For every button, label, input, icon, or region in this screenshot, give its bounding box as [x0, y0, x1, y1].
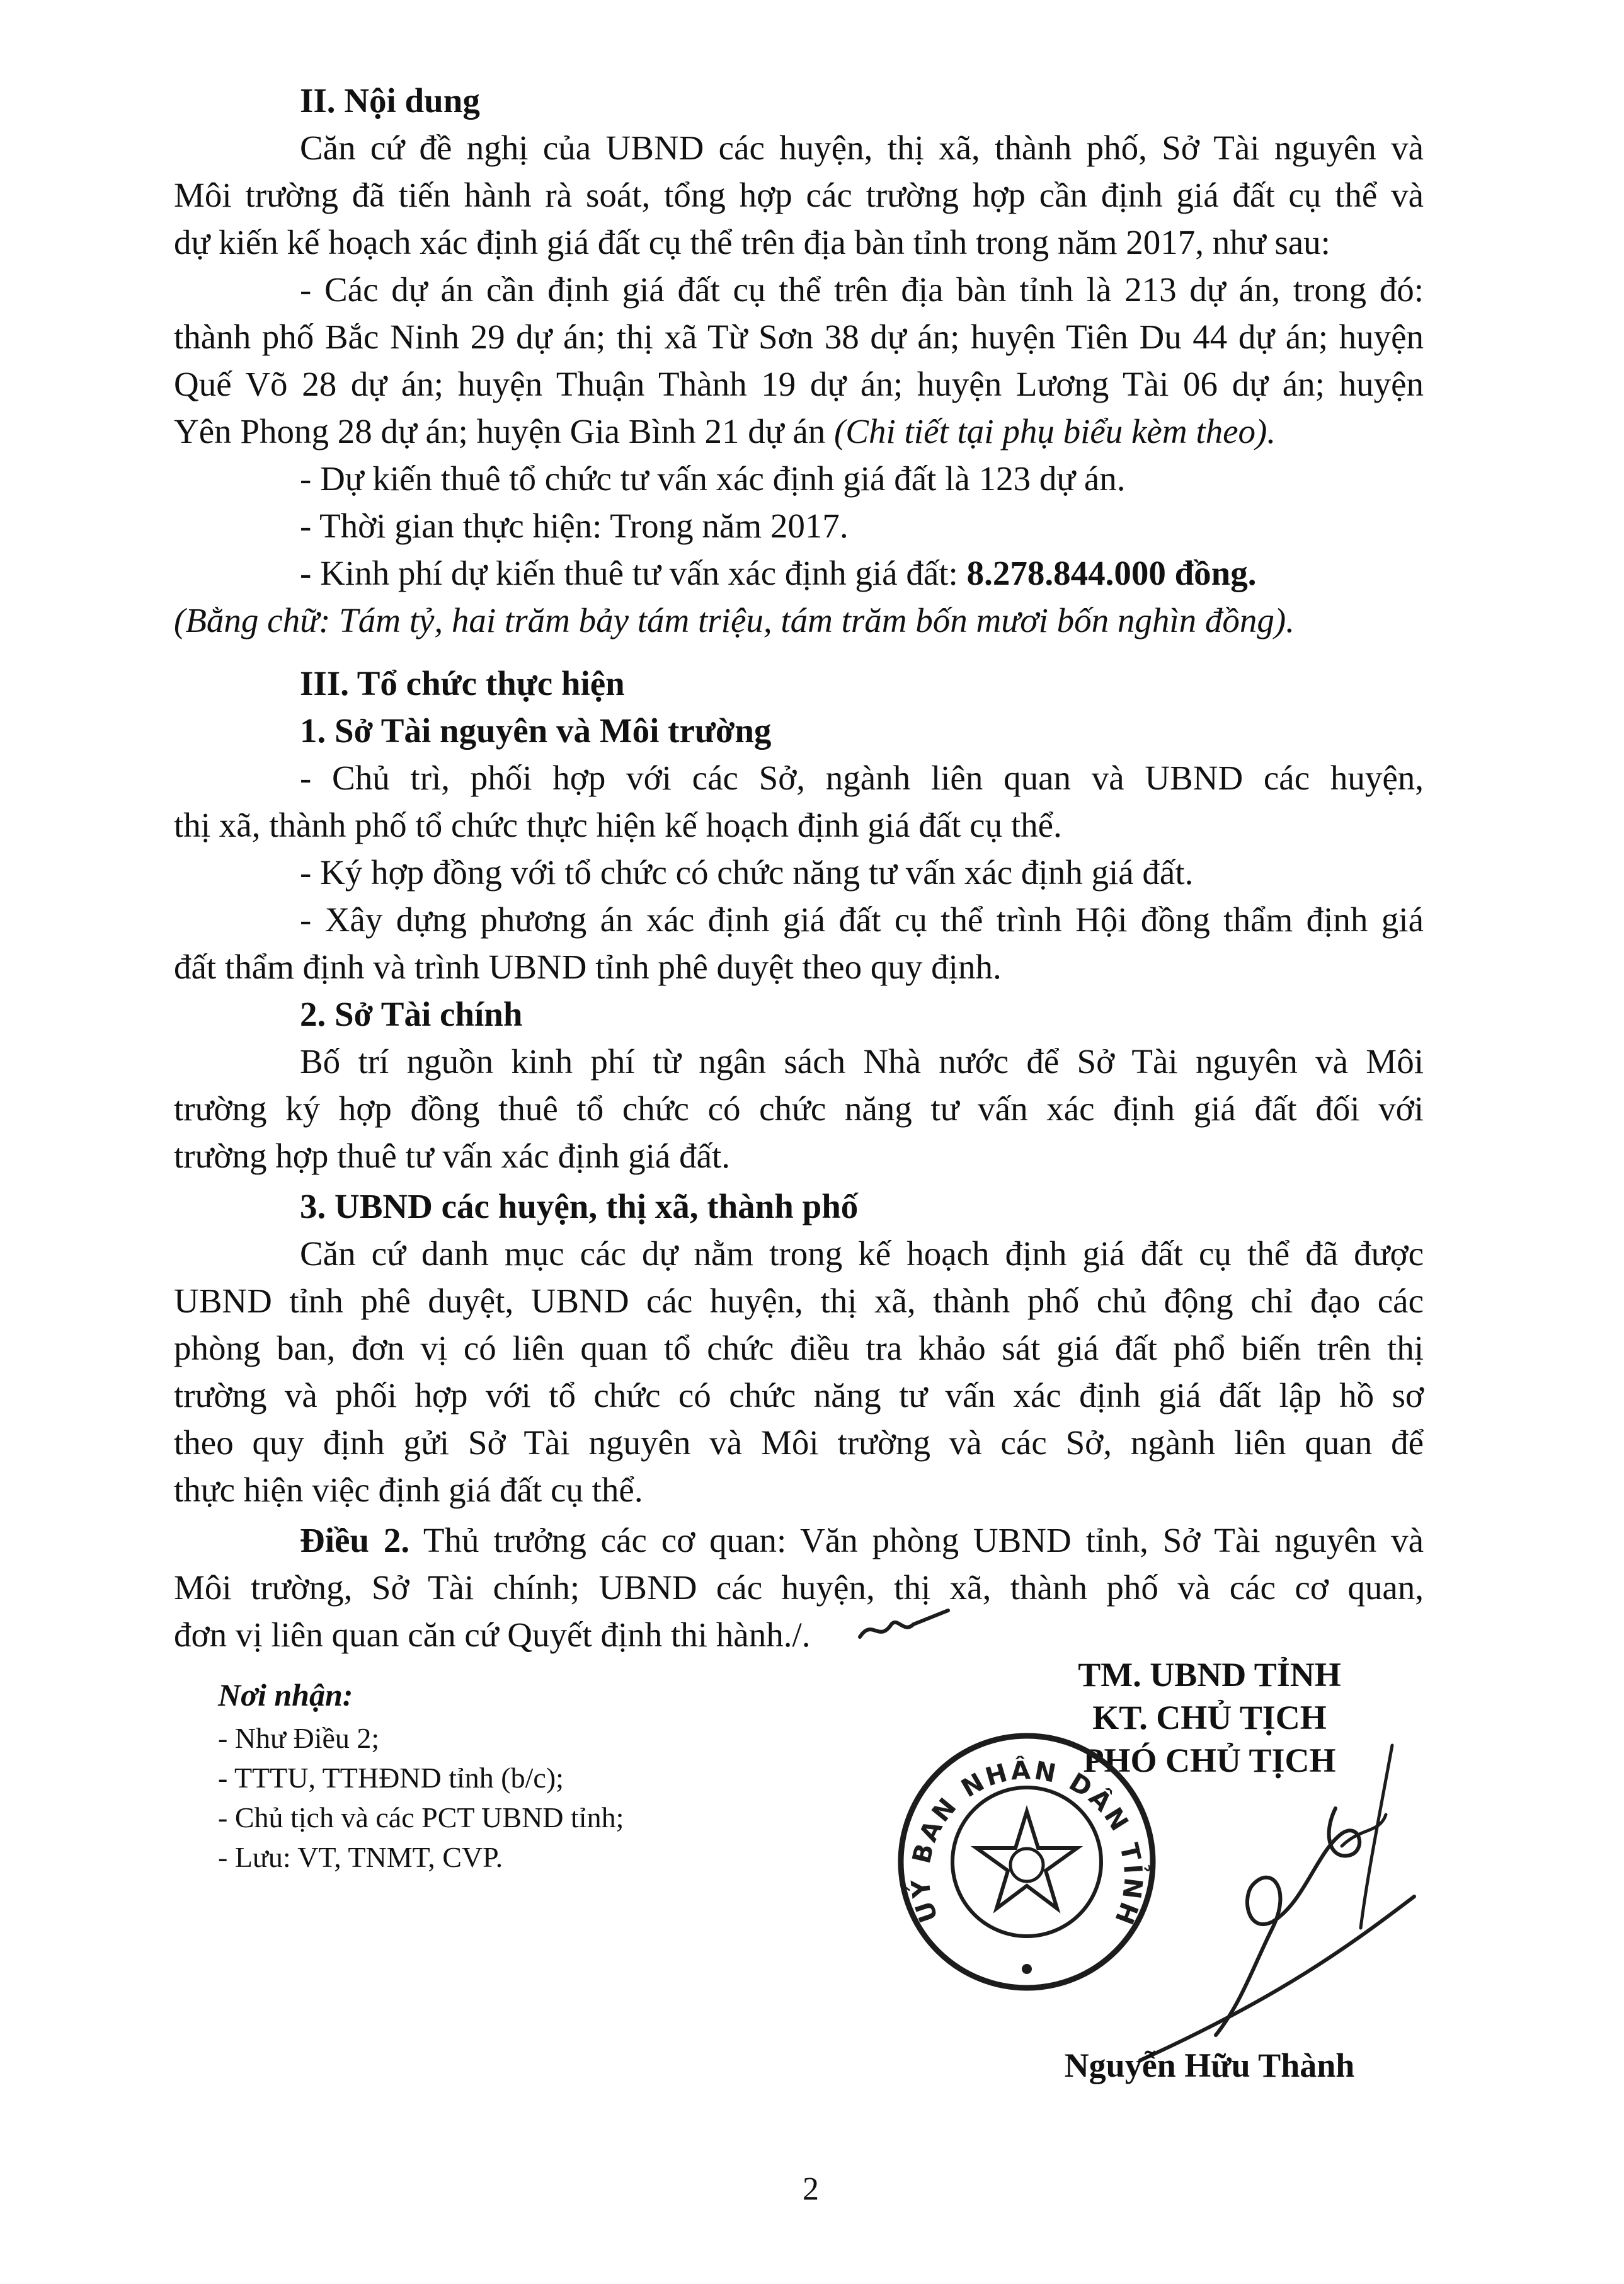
budget-in-words: (Bằng chữ: Tám tỷ, hai trăm bảy tám triệu, tám trăm bốn mươi bốn nghìn đồng).: [174, 601, 1295, 640]
subsection-1-line-2: thị xã, thành phố tổ chức thực hiện kế hoạch định giá đất cụ thể.: [174, 806, 1062, 844]
projects-line-4: [174, 410, 1276, 454]
projects-note: (Chi tiết tại phụ biểu kèm theo).: [833, 412, 1276, 450]
article-2-label: Điều 2.: [300, 1521, 410, 1559]
subsection-1-line-3: - Ký hợp đồng với tổ chức có chức năng tư vấn xác định giá đất.: [300, 853, 1194, 892]
recipient-item: - Lưu: VT, TNMT, CVP.: [218, 1841, 503, 1873]
article-2-line-2: Môi trường, Sở Tài chính; UBND các huyện, thị xã, thành phố và các cơ quan,: [174, 1568, 1424, 1607]
subsection-2-line-3: trường hợp thuê tư vấn xác định giá đất.: [174, 1137, 731, 1175]
subsection-3-line-4: trường và phối hợp với tổ chức có chức năng tư vấn xác định giá đất lập hồ sơ: [174, 1376, 1424, 1415]
subsection-1-line-4: - Xây dựng phương án xác định giá đất cụ thể trình Hội đồng thẩm định giá: [300, 900, 1424, 939]
section-2-intro-line-2: Môi trường đã tiến hành rà soát, tổng hợp các trường hợp cần định giá đất cụ thể và: [174, 176, 1424, 214]
recipient-item: - TTTU, TTHĐND tỉnh (b/c);: [218, 1762, 564, 1794]
seal-text: UỶ BAN NHÂN DÂN TỈNH BẮC NINH: [883, 1707, 1148, 1931]
consult-line: - Dự kiến thuê tổ chức tư vấn xác định giá đất là 123 dự án.: [300, 459, 1126, 498]
signer-name: Nguyễn Hữu Thành: [1064, 2046, 1355, 2084]
projects-line-2: thành phố Bắc Ninh 29 dự án; thị xã Từ Sơn 38 dự án; huyện Tiên Du 44 dự án; huyện: [174, 318, 1424, 356]
subsection-3-line-3: phòng ban, đơn vị có liên quan tổ chức điều tra khảo sát giá đất phổ biến trên thị: [174, 1329, 1424, 1367]
section-2-heading: II. Nội dung: [300, 81, 480, 120]
subsection-3-line-2: UBND tỉnh phê duyệt, UBND các huyện, thị xã, thành phố chủ động chỉ đạo các: [174, 1282, 1424, 1320]
budget-value: 8.278.844.000 đồng.: [966, 554, 1257, 592]
signature-title-line-2: KT. CHỦ TỊCH: [1092, 1699, 1327, 1736]
subsection-2-line-2: trường ký hợp đồng thuê tổ chức có chức năng tư vấn xác định giá đất đối với: [174, 1089, 1424, 1128]
budget-label: - Kinh phí dự kiến thuê tư vấn xác định giá đất:: [300, 554, 967, 592]
section-2-intro-line-3: dự kiến kế hoạch xác định giá đất cụ thể trên địa bàn tỉnh trong năm 2017, như sau:: [174, 223, 1330, 261]
projects-line-1: - Các dự án cần định giá đất cụ thể trên địa bàn tỉnh là 213 dự án, trong đó:: [300, 270, 1424, 309]
initial-mark: [857, 1605, 951, 1650]
signature-title-line-1: TM. UBND TỈNH: [1078, 1656, 1341, 1694]
budget-line: [300, 551, 1257, 595]
article-2-line-1: [300, 1518, 1424, 1563]
projects-last-text: Yên Phong 28 dự án; huyện Gia Bình 21 dự án: [174, 412, 834, 450]
article-2-text: Thủ trưởng các cơ quan: Văn phòng UBND tỉnh, Sở Tài nguyên và: [409, 1521, 1424, 1559]
recipient-item: - Chủ tịch và các PCT UBND tỉnh;: [218, 1801, 624, 1834]
article-2-line-3: đơn vị liên quan căn cứ Quyết định thi hành./.: [174, 1615, 811, 1654]
subsection-2-line-1: Bố trí nguồn kinh phí từ ngân sách Nhà nước để Sở Tài nguyên và Môi: [300, 1042, 1424, 1081]
subsection-1-heading: 1. Sở Tài nguyên và Môi trường: [300, 711, 772, 750]
subsection-3-heading: 3. UBND các huyện, thị xã, thành phố: [300, 1187, 859, 1225]
signature-title-line-3: PHÓ CHỦ TỊCH: [1083, 1742, 1336, 1779]
projects-line-3: Quế Võ 28 dự án; huyện Thuận Thành 19 dự án; huyện Lương Tài 06 dự án; huyện: [174, 365, 1424, 403]
subsection-3-line-5: theo quy định gửi Sở Tài nguyên và Môi trường và các Sở, ngành liên quan để: [174, 1423, 1424, 1462]
subsection-3-line-6: thực hiện việc định giá đất cụ thể.: [174, 1471, 643, 1509]
time-line: - Thời gian thực hiện: Trong năm 2017.: [300, 507, 849, 545]
page-number: 2: [803, 2171, 819, 2207]
section-2-intro-line-1: Căn cứ đề nghị của UBND các huyện, thị xã, thành phố, Sở Tài nguyên và: [300, 129, 1424, 167]
subsection-1-line-5: đất thẩm định và trình UBND tỉnh phê duyệt theo quy định.: [174, 948, 1002, 986]
section-3-heading: III. Tổ chức thực hiện: [300, 664, 625, 703]
recipient-item: - Như Điều 2;: [218, 1722, 380, 1754]
subsection-1-line-1: - Chủ trì, phối hợp với các Sở, ngành liên quan và UBND các huyện,: [300, 759, 1424, 797]
recipients-title: Nơi nhận:: [218, 1677, 353, 1713]
subsection-2-heading: 2. Sở Tài chính: [300, 995, 523, 1033]
handwritten-signature-icon: [1065, 1739, 1417, 2067]
subsection-3-line-1: Căn cứ danh mục các dự nằm trong kế hoạch định giá đất cụ thể đã được: [300, 1234, 1424, 1273]
